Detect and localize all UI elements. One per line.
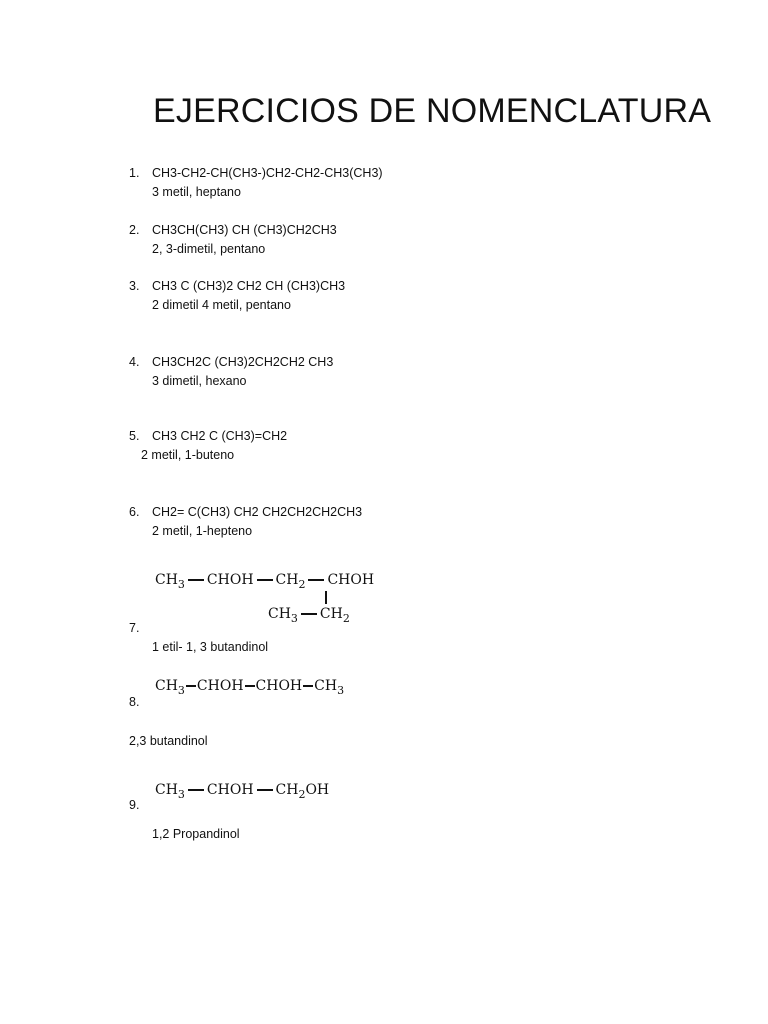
formula-subscript: 2 [342, 612, 350, 625]
exercise-answer: 3 metil, heptano [152, 185, 241, 199]
structural-formula-7-main [155, 572, 374, 591]
exercise-formula: CH3CH2C (CH3)2CH2CH2 CH3 [152, 355, 334, 369]
exercise-answer: 2,3 butandinol [129, 734, 208, 748]
structural-formula-7-branch [268, 606, 350, 625]
exercise-number: 4. [129, 355, 140, 369]
formula-text: CHOH [255, 678, 303, 694]
formula-text: CHOH [206, 782, 254, 798]
exercise-formula: CH3 CH2 C (CH3)=CH2 [152, 429, 288, 443]
formula-subscript: 2 [298, 578, 306, 591]
exercise-formula: CH3-CH2-CH(CH3-)CH2-CH2-CH3(CH3) [152, 166, 383, 180]
structural-formula-8 [155, 678, 344, 697]
formula-subscript: 3 [177, 578, 185, 591]
formula-subscript: 3 [177, 788, 185, 801]
exercise-answer: 1 etil- 1, 3 butandinol [152, 640, 269, 654]
bond-line-vertical [325, 591, 327, 604]
bond-line [303, 685, 313, 687]
formula-text: CH [275, 782, 299, 798]
formula-text: CH [155, 782, 178, 798]
exercise-formula: CH3 C (CH3)2 CH2 CH (CH3)CH3 [152, 279, 346, 293]
exercise-number: 8. [129, 695, 140, 709]
exercise-answer: 1,2 Propandinol [152, 827, 240, 841]
exercise-number: 6. [129, 505, 140, 519]
formula-text: CH [155, 572, 178, 588]
bond-line [301, 613, 317, 615]
formula-text: CH [275, 572, 299, 588]
exercise-number: 9. [129, 798, 140, 812]
bond-line [186, 685, 196, 687]
formula-text: OH [305, 782, 330, 798]
bond-line [245, 685, 255, 687]
formula-text: CH [319, 606, 343, 622]
bond-line [188, 789, 204, 791]
exercise-number: 5. [129, 429, 140, 443]
formula-text: CH [155, 678, 178, 694]
bond-line [257, 789, 273, 791]
formula-text: CH [314, 678, 338, 694]
formula-subscript: 3 [177, 684, 185, 697]
exercise-number: 1. [129, 166, 140, 180]
exercise-formula: CH2= C(CH3) CH2 CH2CH2CH2CH3 [152, 505, 363, 519]
bond-line [257, 579, 273, 581]
formula-subscript: 2 [298, 788, 306, 801]
bond-line [188, 579, 204, 581]
page-title: EJERCICIOS DE NOMENCLATURA [153, 92, 712, 130]
exercise-number: 7. [129, 621, 140, 635]
exercise-formula: CH3CH(CH3) CH (CH3)CH2CH3 [152, 223, 337, 237]
exercise-answer: 2 dimetil 4 metil, pentano [152, 298, 291, 312]
formula-subscript: 3 [290, 612, 298, 625]
formula-text: CHOH [196, 678, 244, 694]
exercise-answer: 2 metil, 1-hepteno [152, 524, 253, 538]
formula-subscript: 3 [337, 684, 345, 697]
exercise-number: 2. [129, 223, 140, 237]
bond-line [308, 579, 324, 581]
structural-formula-9 [155, 782, 329, 801]
exercise-answer: 2, 3-dimetil, pentano [152, 242, 266, 256]
formula-text: CH [268, 606, 291, 622]
exercise-number: 3. [129, 279, 140, 293]
exercise-answer: 3 dimetil, hexano [152, 374, 247, 388]
exercise-answer: 2 metil, 1-buteno [141, 448, 235, 462]
formula-text: CHOH [206, 572, 254, 588]
formula-text: CHOH [327, 572, 375, 588]
